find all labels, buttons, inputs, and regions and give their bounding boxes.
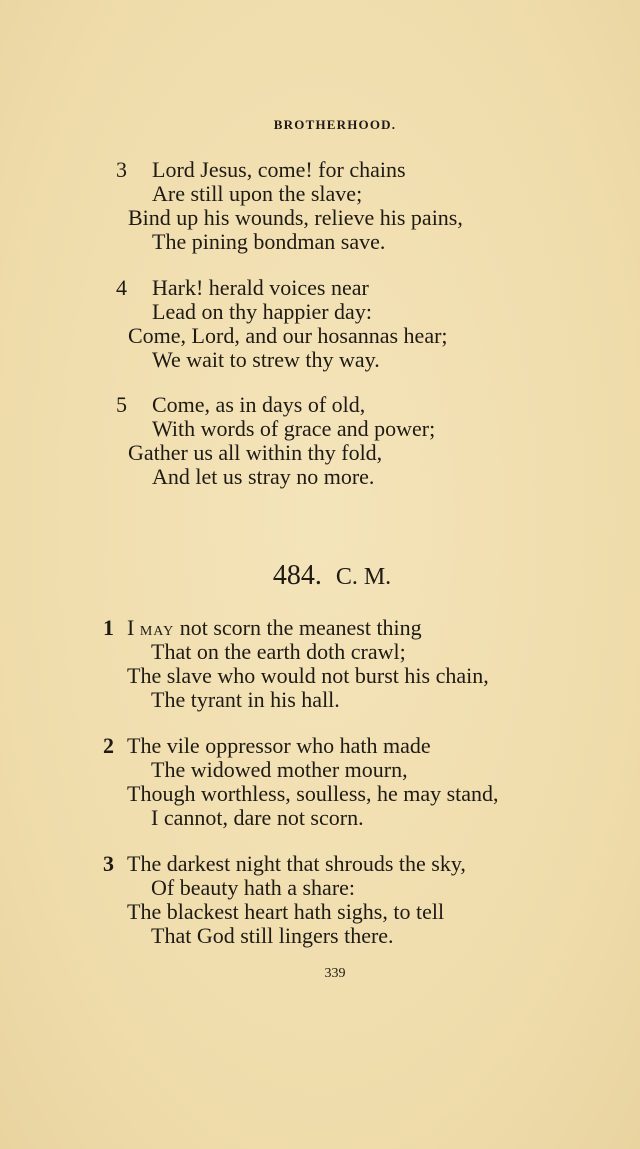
stanza-line: And let us stray no more. [152,464,375,489]
stanza-5-previous-hymn [116,393,435,489]
hymn-number: 484. [272,560,322,591]
stanza-3-previous-hymn [116,158,463,254]
stanza-line: Gather us all within thy fold, [128,440,383,465]
stanza-number: 1 [103,615,114,640]
stanza-line: Are still upon the slave; [152,181,363,206]
stanza-line: 2 The vile oppressor who hath made [103,733,431,758]
stanza-number: 5 [116,392,127,417]
stanza-line: I cannot, dare not scorn. [151,805,364,830]
stanza-line: Lead on thy happier day: [152,299,372,324]
stanza-line: 3 The darkest night that shrouds the sky, [103,851,466,876]
stanza-line: 5 Come, as in days of old, [116,392,366,417]
hymn-heading [0,560,640,592]
hymn-484-stanza-2 [103,734,499,830]
stanza-line: The widowed mother mourn, [151,757,408,782]
stanza-line: With words of grace and power; [152,416,436,441]
running-head: BROTHERHOOD. [273,117,397,132]
stanza-line: Bind up his wounds, relieve his pains, [128,205,463,230]
stanza-line: That on the earth doth crawl; [151,639,406,664]
hymn-484-stanza-1 [103,616,489,712]
stanza-line: The slave who would not burst his chain, [127,663,489,688]
stanza-line: That God still lingers there. [151,923,394,948]
stanza-line: Come, Lord, and our hosannas hear; [128,323,448,348]
stanza-number: 3 [116,157,127,182]
stanza-line: Though worthless, soulless, he may stand, [127,781,499,806]
stanza-line: Of beauty hath a share: [151,875,356,900]
page-number: 339 [324,966,346,981]
stanza-line: We wait to strew thy way. [152,347,380,372]
hymn-meter: C. M. [335,564,392,590]
hymn-484-stanza-3 [103,852,466,948]
stanza-number: 2 [103,733,114,758]
stanza-number: 3 [103,851,114,876]
stanza-line: The tyrant in his hall. [151,687,340,712]
stanza-line: The blackest heart hath sighs, to tell [127,899,445,924]
small-caps-word: may [139,618,175,640]
stanza-line: 3 Lord Jesus, come! for chains [116,157,406,182]
stanza-line: 4 Hark! herald voices near [116,275,369,300]
stanza-4-previous-hymn [116,276,448,372]
stanza-number: 4 [116,275,127,300]
stanza-line: The pining bondman save. [152,229,386,254]
stanza-line: 1 I may not scorn the meanest thing [103,615,422,640]
